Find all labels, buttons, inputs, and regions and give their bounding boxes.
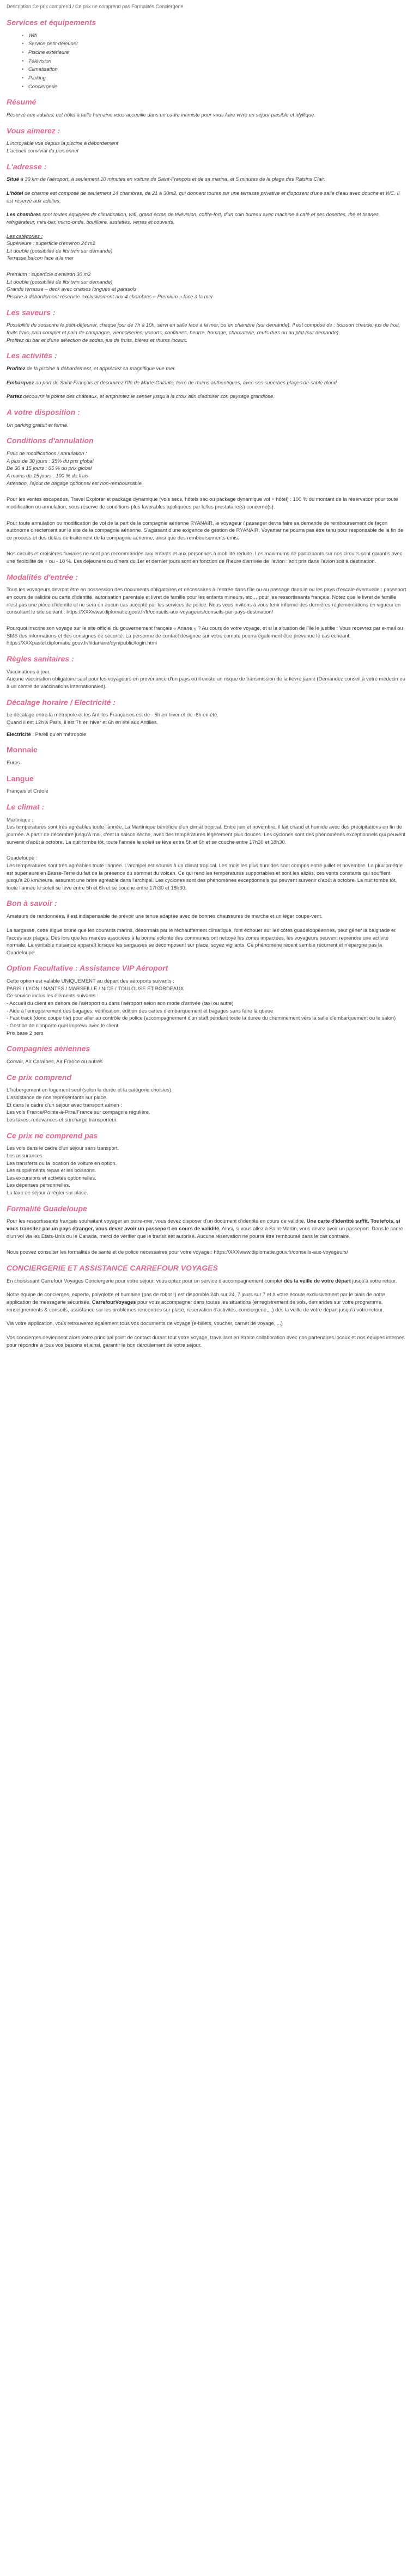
compagnies-text: Corsair, Air Caraïbes, Air France ou autres	[7, 1058, 103, 1064]
activites-paragraph: Profitez de la piscine à débordement, et appréciez sa magnifique vue mer.	[7, 365, 176, 372]
climat-title: Le climat :	[7, 802, 45, 812]
text-line: Lit double (possibilité de lits twin sur demande)	[7, 278, 113, 285]
conciergerie-title: CONCIERGERIE ET ASSISTANCE CARREFOUR VOYAGES	[7, 1263, 218, 1272]
text-line: Les vols France/Pointe-à-Pitre/France sur compagnie régulière.	[7, 1109, 150, 1115]
text-line: Cette option est valable UNIQUEMENT au départ des aéroports suivants :	[7, 978, 174, 984]
guadeloupe-heading: Guadeloupe :	[7, 855, 38, 861]
text-line: Et dans le cadre d'un séjour avec transport aérien :	[7, 1101, 122, 1108]
modalites-title: Modalités d'entrée :	[7, 572, 78, 581]
list-item: • Conciergerie	[28, 83, 406, 90]
prix-ne-comprend-title: Ce prix ne comprend pas	[7, 1131, 98, 1140]
saveurs-paragraph: Profitez du bar et d'une sélection de sodas, jus de fruits, bières et rhums locaux.	[7, 336, 188, 343]
guadeloupe-text: Les températures sont très agréables toute l'année. L'archipel est soumis à un climat tropical. Les mois les plus humides sont compris entre juillet et novembre. La pluviométrie est supérieure en Basse-Terre du fait de la présence du sommet du volcan. Ce qui rend les températures supportables et sont les alizés, ces vents constants qui soufflent jusqu'à 20 km/heure, assurant une brise agréable dans l'archipel. Les cyclones sont des phénomènes exceptionnels qui peuvent survenir d'août à octobre. La nuit tombe tôt, toute l'année le soleil se lève entre 5h et 6h et se couche entre 17h30 et 18h30.	[7, 862, 403, 891]
text-line: Quand il est 12h à Paris, il est 7h en hiver et 6h en été aux Antilles.	[7, 719, 159, 725]
formalite-title: Formalité Guadeloupe	[7, 1204, 87, 1213]
formalite-section	[7, 1204, 406, 1256]
monnaie-title: Monnaie	[7, 745, 38, 755]
horaire-title: Décalage horaire / Electricité :	[7, 697, 116, 707]
text-line: Les vols dans le cadre d'un séjour sans transport.	[7, 1145, 119, 1151]
activites-section	[7, 351, 406, 400]
adresse-title: L'adresse :	[7, 162, 47, 171]
compagnies-title: Compagnies aériennes	[7, 1044, 90, 1053]
text-line: L'hébergement en logement seul (selon la durée et la catégorie choisies).	[7, 1087, 173, 1093]
sanitaires-title: Règles sanitaires :	[7, 654, 74, 663]
text-line: Les transferts ou la location de voiture en option.	[7, 1160, 117, 1166]
saveurs-title: Les saveurs :	[7, 308, 56, 317]
text-line: Frais de modifications / annulation :	[7, 450, 87, 457]
electricite-line: Electricité : Pareil qu'en métropole	[7, 731, 87, 737]
text-line: Ce service inclus les éléments suivants :	[7, 992, 99, 999]
list-item: • Climatisation	[28, 65, 406, 73]
activites-title: Les activités :	[7, 351, 57, 360]
martinique-heading: Martinique :	[7, 816, 33, 823]
list-item: • Parking	[28, 74, 406, 82]
text-line: A plus de 30 jours : 35% du prix global	[7, 457, 94, 464]
disposition-text: Un parking gratuit et fermé.	[7, 421, 69, 428]
conciergerie-paragraph: Notre équipe de concierges, experte, polyglotte et humaine (pas de robot !) est disponible 24h sur 24, 7 jours sur 7 et à votre écoute exclusivement par le biais de notre application de messagerie sécurisée, CarrefourVoyages pour vous accompagner dans toutes les situations (enregistrement de vols, demandes sur votre programme, renseignements & conseils, assistance sur les problèmes rencontrés sur place, réservation d'activités, conciergerie,...) dès la veille de votre départ jusqu'à votre retour.	[7, 1291, 385, 1312]
conciergerie-paragraph: En choisissant Carrefour Voyages Conciergerie pour votre séjour, vous optez pour un service d'accompagnement complet dès la veille de votre départ jusqu'à votre retour.	[7, 1277, 397, 1284]
text-line: Lit double (possibilité de lits twin sur demande)	[7, 247, 113, 254]
compagnies-section	[7, 1044, 406, 1065]
text-line: Prix base 2 pers	[7, 1029, 44, 1036]
top-nav-line: Description Ce prix comprend / Ce prix ne comprend pas Formalités Conciergerie	[7, 4, 184, 9]
option-facultative-section	[7, 964, 406, 1036]
text-line: Vaccinations à jour.	[7, 668, 51, 674]
langue-text: Français et Créole	[7, 788, 48, 794]
services-section	[7, 18, 406, 90]
text-line: Supérieure : superficie d'environ 24 m2	[7, 240, 95, 247]
text-line: A moins de 15 jours : 100 % de frais	[7, 473, 89, 479]
adresse-paragraph: Situé à 30 km de l'aéroport, à seulement 10 minutes en voiture de Saint-François et de sa marina, et 5 minutes de la plage des Raisins Clair.	[7, 176, 326, 182]
activites-paragraph: Partez découvrir la pointe des châteaux, et empruntez le sentier jusqu'à la croix afin d'admirer son paysage grandiose.	[7, 393, 275, 400]
saveurs-section	[7, 308, 406, 344]
sanitaires-section	[7, 654, 406, 690]
formalite-paragraph: Nous pouvez consulter les formalités de santé et de police nécessaires pour votre voyage : https://XXXwww.diplomatie.gouv.fr/conseils-aux-voyageurs/	[7, 1249, 348, 1255]
text-line: Piscine à débordement réservée exclusivement aux 4 chambres « Premium » face à la mer	[7, 293, 213, 299]
conciergerie-paragraph: Via votre application, vous retrouverez également tous vos documents de voyage (e-billets, voucher, carnet de voyage, ...)	[7, 1320, 283, 1327]
text-line: Aucune vaccination obligatoire sauf pour les voyageurs en provenance d'un pays où il existe un risque de transmission de la fièvre jaune (Demandez conseil à votre médecin ou à un centre de vaccinations internationales).	[7, 676, 405, 689]
text-line: L'accueil convivial du personnel	[7, 148, 78, 154]
vous-aimerez-title: Vous aimerez :	[7, 126, 60, 135]
list-item: • Wifi	[28, 32, 406, 39]
text-line: - Fast track (donc coupe file) pour aller au contrôle de police (accompagnement d'un staff pendant toute la durée du cheminement vers la salle d'embarquement ou le salon)	[7, 1015, 396, 1021]
langue-section	[7, 774, 406, 795]
disposition-section	[7, 408, 406, 428]
adresse-paragraph: Les chambres sont toutes équipées de climatisation, wifi, grand écran de télévision, coffre-fort, d'un coin bureau avec machine à café et ses dosettes, thé et tisanes, réfrigérateur, mini-bar, micro-onde, bouilloire, assiettes, verres et couverts.	[7, 211, 380, 225]
monnaie-section	[7, 745, 406, 766]
modalites-section	[7, 573, 406, 647]
option-facultative-title: Option Facultative : Assistance VIP Aéroport	[7, 964, 168, 973]
martinique-text: Les températures sont très agréables toute l'année. La Martinique bénéficie d'un climat tropical. Entre juin et novembre, il fait chaud et humide avec des précipitations en fin de journée. A partir de décembre jusqu'à mai, c'est la saison sèche, avec des températures légèrement plus douces. Les cyclones sont des phénomènes exceptionnels qui peuvent survenir d'août à octobre. La nuit tombe tôt, toute l'année le soleil se lève entre 5h et 6h et se couche entre 17h30 et 18h30.	[7, 824, 406, 845]
bon-savoir-paragraph: Amateurs de randonnées, il est indispensable de prévoir une tenue adaptée avec de bonnes chaussures de marche et un léger coupe-vent.	[7, 913, 323, 919]
text-line: Les excursions et activités optionnelles.	[7, 1174, 96, 1181]
bon-savoir-title: Bon à savoir :	[7, 899, 57, 908]
text-line: De 30 à 15 jours : 65 % du prix global	[7, 465, 92, 471]
prix-ne-comprend-section	[7, 1131, 406, 1197]
text-line: Premium : superficie d'environ 30 m2	[7, 271, 91, 278]
resume-section	[7, 97, 406, 118]
vous-aimerez-section	[7, 126, 406, 155]
adresse-paragraph: L'hôtel de charme est composé de seulement 14 chambres, de 21 à 30m2, qui donnent toutes sur une terrasse privative et disposent d'une salle d'eau avec douche et WC. Il est réservé aux adultes.	[7, 190, 400, 204]
adresse-section	[7, 162, 406, 300]
bon-savoir-paragraph: La sargasse, cette algue brune que les courants marins, désormais par le réchauffement climatique, font échouer sur les côtes guadeloupéennes, peut gêner la baignade et l'accès aux plages. Dès lors que les marées associées à la bonne volonté des communes ont nettoyé les zones impactées, les voyageurs peuvent reprendre une activité normale. La véritable nuisance apparaît lorsque les sargasses se décomposent sur place, soyez vigilants. Ce phénomène récent semble récurrent et n'épargne pas la Guadeloupe.	[7, 927, 396, 955]
conditions-paragraph: Pour les ventes escapades, Travel Explorer et package dynamique (vols secs, hôtels sec ou package dynamique vol + hôtel) : 100 % du montant de la réservation pour toute modification ou annulation, sous réserve de conditions plus favorables appliquées par le/les prestataire(s) concerné(s).	[7, 496, 398, 510]
list-item: • Service petit-déjeuner	[28, 40, 406, 47]
text-line: L'incroyable vue depuis la piscine à débordement	[7, 140, 119, 146]
text-line: Les assurances.	[7, 1152, 44, 1158]
text-line: L'assistance de nos représentants sur place.	[7, 1094, 108, 1101]
langue-title: Langue	[7, 774, 34, 783]
text-line: Le décalage entre la métropole et les Antilles Françaises est de - 5h en hiver et de -6h en été.	[7, 712, 218, 718]
climat-section	[7, 802, 406, 891]
conditions-paragraph: Pour toute annulation ou modification de vol de la part de la compagnie aérienne RYANAIR, le voyageur / passager devra faire sa demande de remboursement de façon autonome directement sur le site de la compagnie aérienne. S'agissant d'une exigence de gestion de RYANAIR, Voyamar ne pourra pas être tenu pour responsable de la fin de ce process et des délais de traitement de la compagnie aérienne, ainsi que des remboursements émis.	[7, 519, 404, 541]
conditions-title: Conditions d'annulation	[7, 436, 94, 445]
text-line: Attention, l'ajout de bagage optionnel est non-remboursable.	[7, 480, 143, 486]
saveurs-paragraph: Possibilité de souscrire le petit-déjeuner, chaque jour de 7h à 10h, servi en salle face à la mer, ou en chambre (sur demande). Il est composé de : boisson chaude, jus de fruit, fruits frais, pain complet et pain de campagne, viennoiseries, yaourts, confitures, beurre, fromage, charcuterie, œufs durs ou au plat (sur demande).	[7, 322, 400, 336]
horaire-section	[7, 698, 406, 738]
conciergerie-paragraph: Vos concierges deviennent alors votre principal point de contact durant tout votre voyage, travaillant en étroite collaboration avec nos partenaires locaux et nos équipes internes pour répondre à tous vos besoins et ainsi, garantir le bon déroulement de votre séjour.	[7, 1334, 405, 1348]
text-line: - Accueil du client en dehors de l'aéroport ou dans l'aéroport selon son mode d'arrivée (taxi ou autre)	[7, 1000, 234, 1007]
text-line: Grande terrasse – deck avec chaises longues et parasols	[7, 286, 137, 292]
text-line: Les suppléments repas et les boissons.	[7, 1167, 96, 1174]
resume-title: Résumé	[7, 97, 37, 107]
text-line: Terrasse balcon face à la mer	[7, 255, 74, 261]
list-item: • Télévision	[28, 57, 406, 65]
prix-comprend-title: Ce prix comprend	[7, 1072, 72, 1082]
list-item: • Piscine extérieure	[28, 48, 406, 56]
text-line: PARIS / LYON / NANTES / MARSEILLE / NICE / TOULOUSE ET BORDEAUX	[7, 985, 184, 991]
formalite-paragraph: Pour les ressortissants français souhaitant voyager en outre-mer, vous devez disposer d'un document d'identité en cours de validité. Une carte d'identité suffit. Toutefois, si vous transitez par un pays étranger, vous devez avoir un passeport en cours de validité. Ainsi, si vous allez à Saint-Martin, vous devez avoir un passeport. Dans le cadre d'un vol via les Etats-Unis ou le Canada, merci de vérifier que le transit est autorisé. Aucune réservation ne pourra être remboursé dans le cas contraire.	[7, 1218, 403, 1239]
resume-text: Réservé aux adultes, cet hôtel à taille humaine vous accueille dans un cadre intimiste pour vous faire vivre un séjour paisible et idyllique.	[7, 112, 315, 118]
categories-heading: Les catégories :	[7, 232, 43, 239]
modalites-paragraph: Tous les voyageurs devront être en possession des documents obligatoires et nécessaires à l'entrée dans l'île ou au passage dans le ou les pays d'escale éventuelle : passeport en cours de validité ou carte d'identité, autorisation parentale et livret de famille pour les enfants mineurs, etc… pour les ressortissants français. Notez que le livret de famille n'est pas une pièce d'identité et ne sera en aucun cas accepté par les services de police. Nous vous invitons à vous tenir informé des dernières réglementations en vigueur en consultant le site suivant : https://XXXwww.diplomatie.gouv.fr/fr/conseils-aux-voyageurs/conseils-par-pays-destination/	[7, 586, 406, 615]
modalites-paragraph: Pourquoi inscrire son voyage sur le site officiel du gouvernement français « Ariane » ? Au cours de votre voyage, et si la situation de l'île le justifie : Vous recevrez par e-mail ou SMS des informations et des consignes de sécurité. La personne de contact désignée sur votre compte pourra également être prévenue le cas échéant. https://XXXpastel.diplomatie.gouv.fr/fildariane/dyn/public/login.html	[7, 624, 403, 646]
services-title: Services et équipements	[7, 18, 96, 27]
conditions-paragraph: Nos circuits et croisières fluviales ne sont pas recommandés aux enfants et aux personnes à mobilité réduite. Les maximums de participants sur nos circuits sont garantis avec une flexibilité de + ou - 10 %. Les déjeuners ou dîners du 1er et dernier jours sont en fonction de l'heure d'arrivée de l'avion : soit pris dans l'avion soit à destination.	[7, 550, 403, 565]
conciergerie-section	[7, 1264, 406, 1348]
disposition-title: A votre disposition :	[7, 407, 80, 416]
text-line: - Aide à l'enregistrement des bagages, vérification, édition des cartes d'embarquement et bagages sans faire la queue	[7, 1007, 274, 1014]
activites-paragraph: Embarquez au port de Saint-François et découvrez l'île de Marie-Galante, terre de rhums authentiques, avec ses superbes plages de sable blond.	[7, 379, 338, 385]
bon-savoir-section	[7, 899, 406, 956]
text-line: Les taxes, redevances et surcharge transporteur.	[7, 1116, 118, 1123]
prix-comprend-section	[7, 1073, 406, 1124]
monnaie-text: Euros	[7, 759, 20, 765]
text-line: La taxe de séjour à régler sur place.	[7, 1189, 88, 1196]
text-line: Les dépenses personnelles.	[7, 1182, 70, 1188]
services-list	[7, 32, 406, 90]
conditions-section	[7, 436, 406, 565]
text-line: - Gestion de n'importe quel imprévu avec le client	[7, 1022, 119, 1028]
